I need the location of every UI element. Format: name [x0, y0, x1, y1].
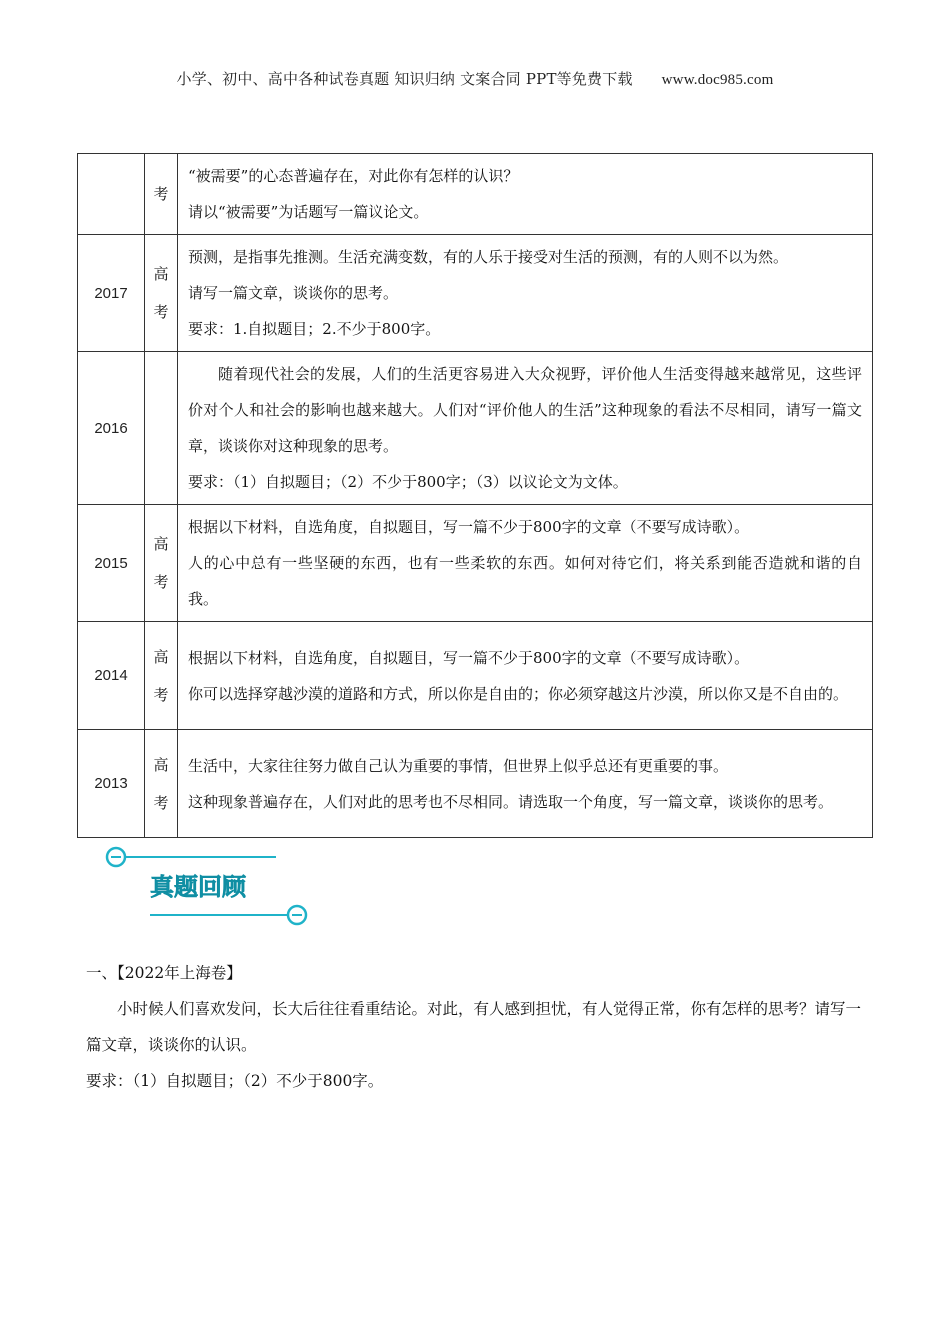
prompt-line: 请写一篇文章，谈谈你的思考。	[188, 284, 399, 302]
year-cell: 2017	[78, 235, 145, 352]
table-row	[78, 622, 873, 730]
prompt-line: 根据以下材料，自选角度，自拟题目，写一篇不少于800字的文章（不要写成诗歌）。	[188, 648, 750, 667]
table-row	[78, 154, 873, 235]
exam-tag-cell	[145, 730, 178, 838]
prompt-line: 人的心中总有一些坚硬的东西，也有一些柔软的东西。如何对待它们，将关系到能否造就和谐的自我。	[188, 554, 862, 608]
exam-tag-cell	[145, 352, 178, 505]
prompt-line: 预测，是指事先推测。生活充满变数，有的人乐于接受对生活的预测，有的人则不以为然。	[188, 248, 789, 266]
year-cell: 2013	[78, 730, 145, 838]
exam-tag-char: 考	[153, 573, 169, 591]
exam-tag-char: 高	[153, 265, 169, 283]
prompt-line: 你可以选择穿越沙漠的道路和方式，所以你是自由的；你必须穿越这片沙漠，所以你又是不自由的。	[188, 684, 849, 703]
banner-title: 真题回顾	[150, 873, 246, 901]
year-cell: 2016	[78, 352, 145, 505]
prompt-line: “被需要”的心态普遍存在，对此你有怎样的认识？	[188, 167, 519, 185]
exam-tag-char: 考	[153, 685, 169, 704]
prompt-line: 要求：（1）自拟题目；（2）不少于800字；（3）以议论文为文体。	[188, 473, 628, 491]
prompt-line: 这种现象普遍存在，人们对此的思考也不尽相同。请选取一个角度，写一篇文章，谈谈你的思考。	[188, 792, 834, 811]
exam-tag-cell	[145, 622, 178, 730]
prompt-line: 根据以下材料，自选角度，自拟题目，写一篇不少于800字的文章（不要写成诗歌）。	[188, 518, 750, 536]
prompt-cell	[178, 235, 873, 352]
exam-tag-char: 高	[153, 647, 169, 666]
year-cell	[78, 154, 145, 235]
question-body: 小时候人们喜欢发问，长大后往往看重结论。对此，有人感到担忧，有人觉得正常，你有怎样的思考？请写一篇文章，谈谈你的认识。	[86, 1000, 862, 1054]
exam-tag-char: 考	[153, 303, 169, 321]
header-site: www.doc985.com	[661, 72, 774, 88]
prompt-line: 随着现代社会的发展，人们的生活更容易进入大众视野，评价他人生活变得越来越常见，这些评价对个人和社会的影响也越来越大。人们对“评价他人的生活”这种现象的看法不尽相同，请写一篇文章，谈谈你对这种现象的思考。	[188, 365, 862, 455]
exam-tag-char: 考	[153, 185, 169, 203]
header-text: 小学、初中、高中各种试卷真题 知识归纳 文案合同 PPT等免费下载	[176, 70, 633, 88]
prompt-line: 请以“被需要”为话题写一篇议论文。	[188, 203, 429, 221]
section-banner	[98, 840, 318, 935]
prompt-cell	[178, 622, 873, 730]
question-requirement: 要求：（1）自拟题目；（2）不少于800字。	[86, 1072, 384, 1090]
year-cell: 2015	[78, 505, 145, 622]
exam-tag-cell	[145, 154, 178, 235]
table-row	[78, 352, 873, 505]
exam-tag-char: 高	[153, 755, 169, 774]
exam-tag-cell	[145, 505, 178, 622]
prompt-line: 生活中，大家往往努力做自己认为重要的事情，但世界上似乎总还有更重要的事。	[188, 756, 729, 775]
exam-tag-char: 高	[153, 535, 169, 553]
question-block	[86, 955, 876, 1099]
table-row	[78, 730, 873, 838]
prompt-cell	[178, 154, 873, 235]
prompt-cell	[178, 730, 873, 838]
prompt-cell	[178, 352, 873, 505]
banner-graphic	[98, 840, 318, 935]
year-cell: 2014	[78, 622, 145, 730]
question-heading: 一、【2022年上海卷】	[86, 964, 242, 982]
table-row	[78, 505, 873, 622]
prompt-cell	[178, 505, 873, 622]
page-header	[0, 68, 950, 89]
essay-prompt-table	[77, 153, 873, 838]
exam-tag-cell	[145, 235, 178, 352]
table-row	[78, 235, 873, 352]
prompt-line: 要求：1.自拟题目；2.不少于800字。	[188, 320, 441, 338]
exam-tag-char: 考	[153, 793, 169, 812]
